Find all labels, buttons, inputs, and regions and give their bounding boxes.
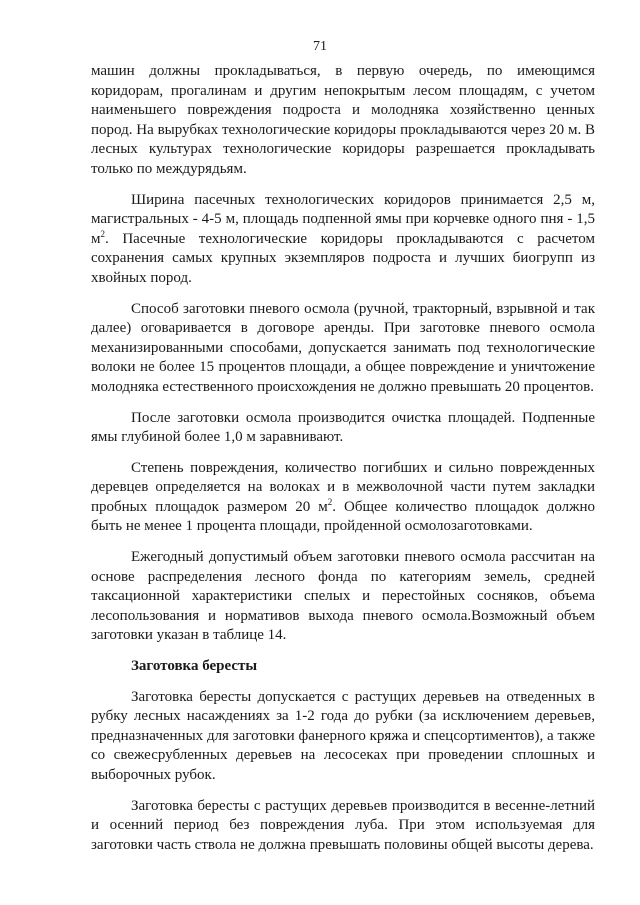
paragraph-annual-volume: Ежегодный допустимый объем заготовки пневого осмола рассчитан на основе распределения лесного фонда по категориям земель, средней таксационной характеристики спелых и перестойных сосняков, объема лесопользования и нормативов выхода пневого осмола.Возможный объем заготовки указан в таблице 14.: [91, 549, 595, 644]
superscript: 2: [327, 496, 333, 507]
paragraph-cleanup: После заготовки осмола производится очистка площадей. Подпенные ямы глубиной более 1,0 м заравнивают.: [91, 409, 595, 446]
superscript: 2: [100, 228, 105, 239]
paragraph-birch-bark-allowed: Заготовка бересты допускается с растущих деревьев на отведенных в рубку лесных насаждениях за 1-2 года до рубки (за исключением деревьев, предназначенных для заготовки фанерного кряжа и спецсортиментов), а также со свежесрубленных деревьев на лесосеках при проведении сплошных и выборочных рубок.: [91, 688, 595, 783]
paragraph-corridor-width: [91, 191, 595, 289]
paragraph-birch-bark-season: Заготовка бересты с растущих деревьев производится в весенне-летний и осенний период без повреждения луба. При этом используемая для заготовки часть ствола не должна превышать половины общей высоты дерева.: [91, 797, 595, 853]
paragraph-text: . Общее количество площадок должно быть не менее 1 процента площади, пройденной осмолозаготовками.: [91, 498, 596, 535]
paragraph-text: Ширина пасечных технологических коридоров принимается 2,5 м, магистральных - 4-5 м, площадь подпенной ямы при корчевке одного пня - 1,5 м: [91, 191, 595, 247]
paragraph-text: . Пасечные технологические коридоры прокладываются с расчетом сохранения самых крупных экземпляров подроста и лучших биогрупп из хвойных пород.: [91, 230, 595, 286]
paragraph-continuation: машин должны прокладываться, в первую очередь, по имеющимся коридорам, прогалинам и другим непокрытым лесом площадям, с учетом наименьшего повреждения подроста и молодняка хозяйственно ценных пород. На вырубках технологические коридоры прокладываются через 20 м. В лесных культурах технологические коридоры разрешается прокладывать только по междурядьям.: [91, 63, 595, 177]
section-heading: Заготовка бересты: [131, 658, 258, 675]
paragraph-text: Степень повреждения, количество погибших и сильно поврежденных деревцев определяется на волоках и в межволочной части путем закладки пробных площадок размером 20 м: [91, 459, 595, 515]
paragraph-damage-assessment: [91, 459, 595, 537]
paragraph-harvest-method: Способ заготовки пневого осмола (ручной, тракторный, взрывной и так далее) оговаривается в договоре аренды. При заготовке пневого осмола механизированными способами, допускается занимать под технологические волоки не более 15 процентов площади, а общее повреждение и уничтожение молодняка естественного происхождения не должно превышать 20 процентов.: [91, 300, 595, 395]
page-number: 71: [313, 39, 327, 54]
document-body: [91, 62, 595, 866]
